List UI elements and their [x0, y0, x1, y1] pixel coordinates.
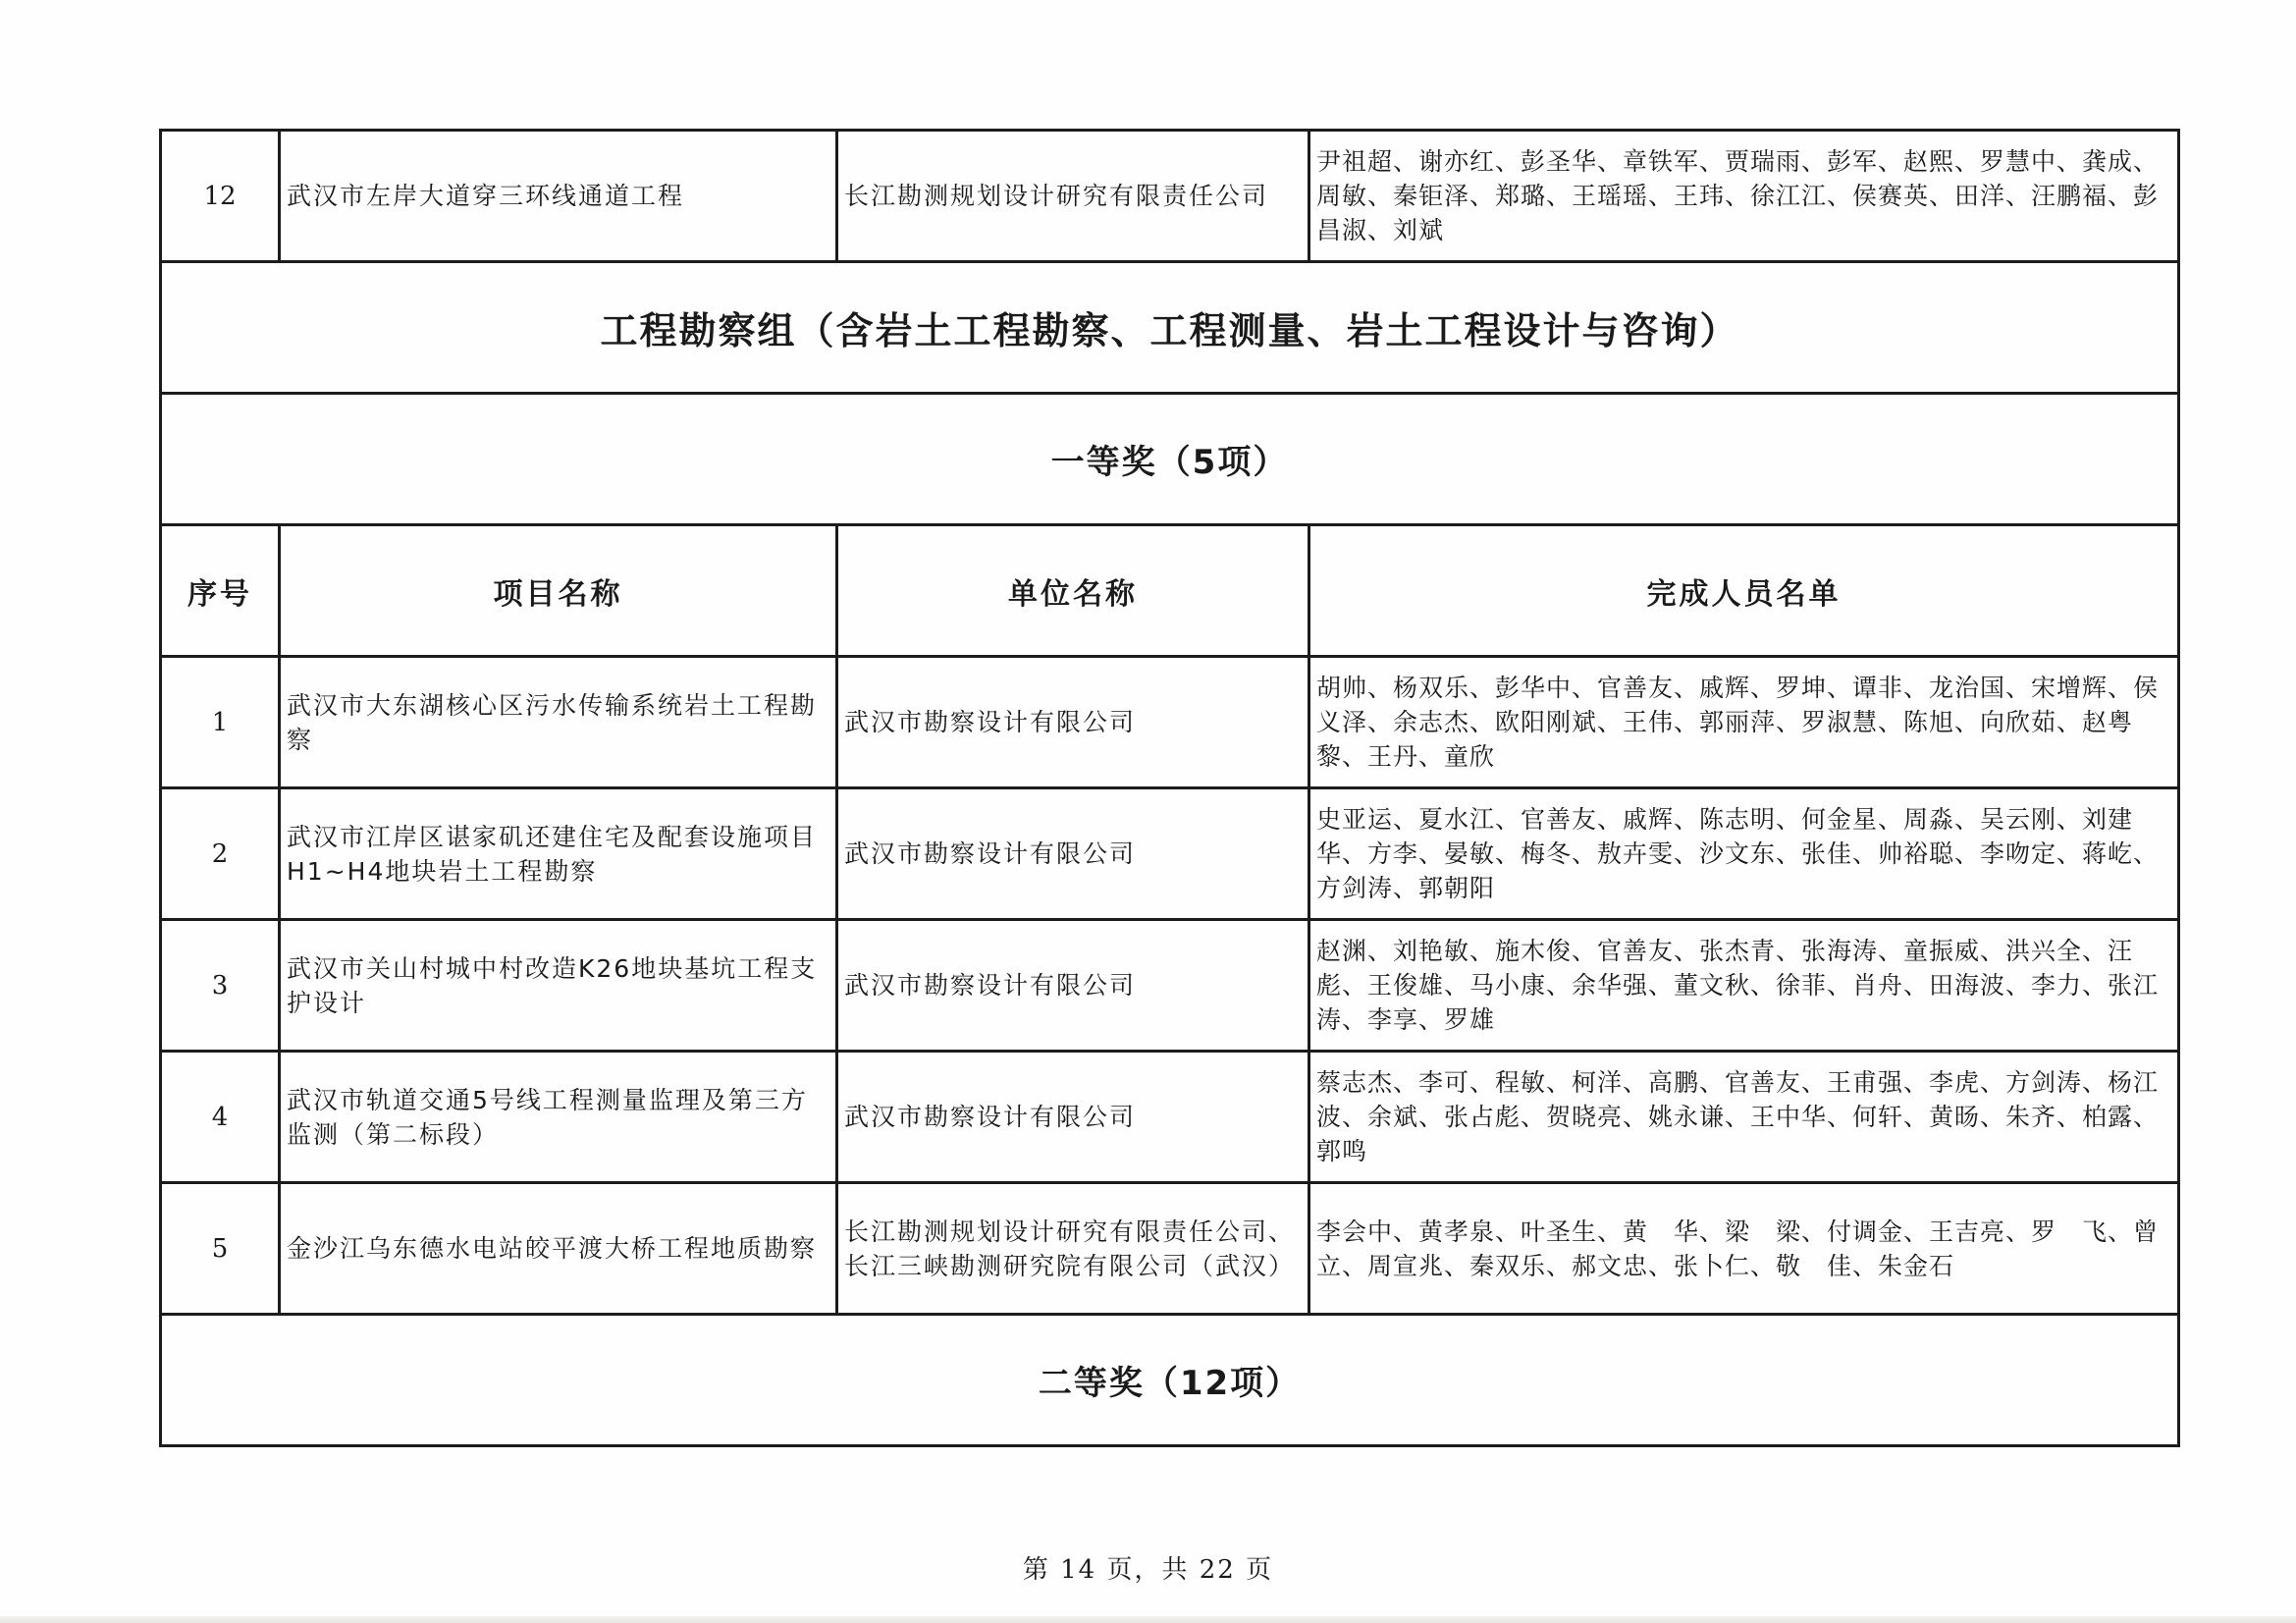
- table-row: [161, 920, 2179, 1052]
- people-list: 胡帅、杨双乐、彭华中、官善友、戚辉、罗坤、谭非、龙治国、宋增辉、侯义泽、余志杰、欧阳刚斌、王伟、郭丽萍、罗淑慧、陈旭、向欣茹、赵粤黎、王丹、童欣: [1309, 657, 2179, 788]
- people-list: 史亚运、夏水江、官善友、戚辉、陈志明、何金星、周淼、吴云刚、刘建华、方李、晏敏、梅冬、敖卉雯、沙文东、张佳、帅裕聪、李吻定、蒋屹、方剑涛、郭朝阳: [1309, 788, 2179, 920]
- row-number: 3: [161, 920, 280, 1052]
- people-list: 蔡志杰、李可、程敏、柯洋、高鹏、官善友、王甫强、李虎、方剑涛、杨江波、余斌、张占彪、贺晓亮、姚永谦、王中华、何轩、黄旸、朱齐、柏露、郭鸣: [1309, 1052, 2179, 1183]
- project-name: 武汉市左岸大道穿三环线通道工程: [280, 131, 837, 262]
- unit-name: 长江勘测规划设计研究有限责任公司: [837, 131, 1309, 262]
- project-name: 武汉市江岸区谌家矶还建住宅及配套设施项目H1~H4地块岩土工程勘察: [280, 788, 837, 920]
- first-prize-row: [161, 394, 2179, 525]
- header-no: 序号: [161, 525, 280, 657]
- header-people: 完成人员名单: [1309, 525, 2179, 657]
- group-title-row: [161, 262, 2179, 394]
- unit-name: 长江勘测规划设计研究有限责任公司、长江三峡勘测研究院有限公司（武汉）: [837, 1183, 1309, 1315]
- project-name: 武汉市大东湖核心区污水传输系统岩土工程勘察: [280, 657, 837, 788]
- project-name: 武汉市轨道交通5号线工程测量监理及第三方监测（第二标段）: [280, 1052, 837, 1183]
- people-list: 尹祖超、谢亦红、彭圣华、章铁军、贾瑞雨、彭军、赵熙、罗慧中、龚成、周敏、秦钜泽、郑璐、王瑶瑶、王玮、徐江江、侯赛英、田洋、汪鹏福、彭昌淑、刘斌: [1309, 131, 2179, 262]
- row-number: 4: [161, 1052, 280, 1183]
- table-row: [161, 788, 2179, 920]
- second-prize-row: [161, 1315, 2179, 1446]
- first-prize-title: 一等奖（5项）: [161, 394, 2179, 525]
- table-row: [161, 1052, 2179, 1183]
- project-name: 武汉市关山村城中村改造K26地块基坑工程支护设计: [280, 920, 837, 1052]
- unit-name: 武汉市勘察设计有限公司: [837, 657, 1309, 788]
- row-number: 2: [161, 788, 280, 920]
- row-number: 12: [161, 131, 280, 262]
- people-list: 李会中、黄孝泉、叶圣生、黄 华、梁 梁、付调金、王吉亮、罗 飞、曾 立、周宣兆、秦双乐、郝文忠、张卜仁、敬 佳、朱金石: [1309, 1183, 2179, 1315]
- table-row: [161, 131, 2179, 262]
- table-header-row: [161, 525, 2179, 657]
- page-number: 第 14 页，共 22 页: [1022, 1555, 1274, 1585]
- table-row: [161, 657, 2179, 788]
- second-prize-title: 二等奖（12项）: [161, 1315, 2179, 1446]
- people-list: 赵渊、刘艳敏、施木俊、官善友、张杰青、张海涛、童振威、洪兴全、汪彪、王俊雄、马小康、余华强、董文秋、徐菲、肖舟、田海波、李力、张江涛、李享、罗雄: [1309, 920, 2179, 1052]
- scan-edge-divider: [0, 1616, 2296, 1623]
- award-table: [159, 129, 2185, 1447]
- row-number: 5: [161, 1183, 280, 1315]
- unit-name: 武汉市勘察设计有限公司: [837, 788, 1309, 920]
- table-row: [161, 1183, 2179, 1315]
- unit-name: 武汉市勘察设计有限公司: [837, 1052, 1309, 1183]
- header-project: 项目名称: [280, 525, 837, 657]
- row-number: 1: [161, 657, 280, 788]
- project-name: 金沙江乌东德水电站皎平渡大桥工程地质勘察: [280, 1183, 837, 1315]
- unit-name: 武汉市勘察设计有限公司: [837, 920, 1309, 1052]
- header-unit: 单位名称: [837, 525, 1309, 657]
- group-title: 工程勘察组（含岩土工程勘察、工程测量、岩土工程设计与咨询）: [161, 262, 2179, 394]
